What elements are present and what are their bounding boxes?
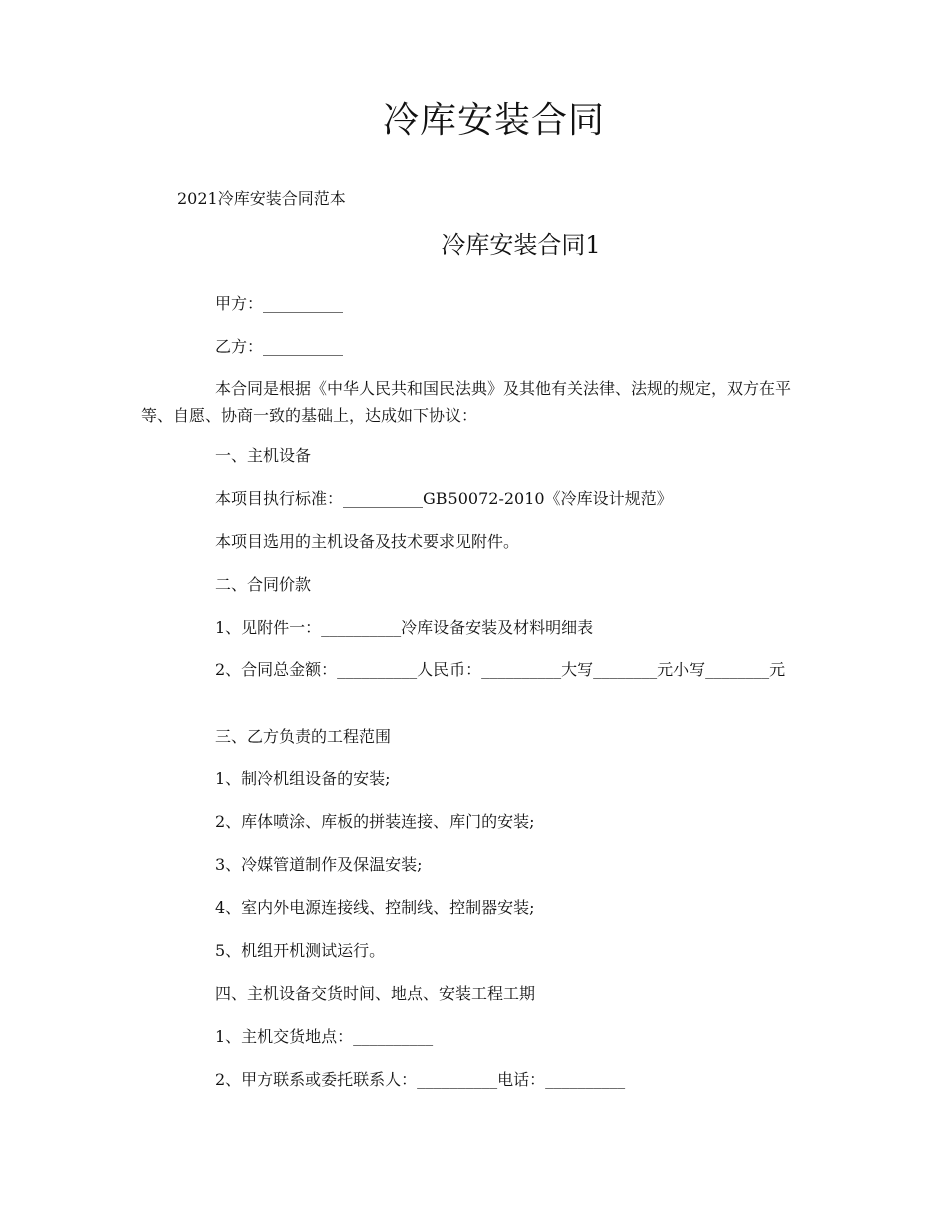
- document-title: 冷库安装合同: [382, 100, 605, 141]
- scope-item-5: 5、机组开机测试运行。: [215, 941, 386, 960]
- price-annex-line: 1、见附件一：__________冷库设备安装及材料明细表: [215, 618, 594, 637]
- party-b-line: 乙方：__________: [215, 337, 344, 356]
- heading-scope: 三、乙方负责的工程范围: [215, 727, 392, 746]
- total-amount-paragraph: 2、合同总金额：__________人民币：__________大写________元小写________元: [215, 660, 786, 679]
- heading-main-equipment: 一、主机设备: [215, 446, 312, 465]
- scope-item-4: 4、室内外电源连接线、控制线、控制器安装;: [215, 898, 535, 917]
- section-title: 冷库安装合同1: [441, 231, 601, 259]
- intro-paragraph: 本合同是根据《中华人民共和国民法典》及其他有关法律、法规的规定，双方在平等、自愿、协商一致的基础上，达成如下协议：: [141, 379, 792, 425]
- document-subtitle: 2021冷库安装合同范本: [177, 189, 346, 208]
- contact-line: 2、甲方联系或委托联系人：__________电话：__________: [215, 1070, 626, 1089]
- equipment-annex-line: 本项目选用的主机设备及技术要求见附件。: [215, 532, 520, 551]
- heading-delivery: 四、主机设备交货时间、地点、安装工程工期: [215, 984, 536, 1003]
- scope-item-2: 2、库体喷涂、库板的拼装连接、库门的安装;: [215, 812, 535, 831]
- heading-contract-price: 二、合同价款: [215, 575, 312, 594]
- scope-item-3: 3、冷媒管道制作及保温安装;: [215, 855, 423, 874]
- scope-item-1: 1、制冷机组设备的安装;: [215, 769, 391, 788]
- delivery-location-line: 1、主机交货地点：__________: [215, 1027, 434, 1046]
- standard-line: 本项目执行标准：__________GB50072-2010《冷库设计规范》: [215, 489, 673, 508]
- party-a-line: 甲方：__________: [215, 294, 344, 313]
